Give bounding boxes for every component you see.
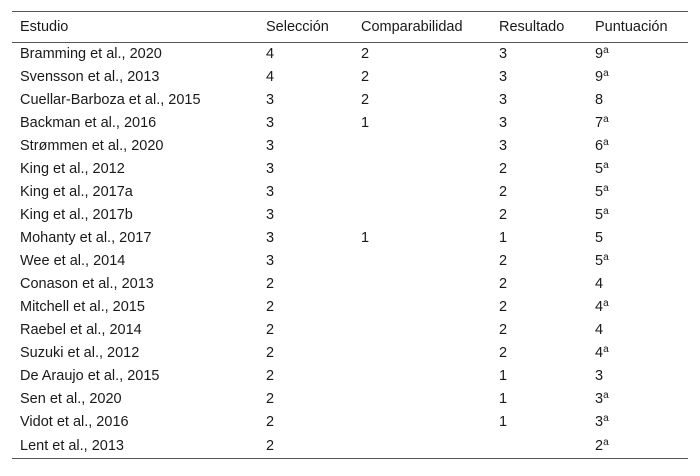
cell-outcome [491,434,587,459]
cell-outcome-value: 1 [499,368,508,384]
cell-selection-value: 2 [266,391,275,407]
cell-comparability [353,227,491,250]
cell-outcome [491,135,587,158]
cell-comparability [353,273,491,296]
cell-score-value: 3 [595,391,604,407]
cell-comparability [353,250,491,273]
cell-score [587,365,688,388]
cell-score [587,112,688,135]
cell-outcome [491,342,587,365]
cell-selection-value: 2 [266,368,275,384]
cell-outcome-value: 2 [499,253,508,269]
table-row [12,365,688,388]
cell-score-value: 4 [595,322,604,338]
cell-score [587,319,688,342]
cell-selection-value: 3 [266,230,275,246]
cell-selection-value: 2 [266,437,275,454]
cell-selection-value: 4 [266,69,275,85]
cell-outcome-value: 2 [499,276,508,292]
cell-selection [258,365,353,388]
cell-study-value: Strømmen et al., 2020 [20,138,164,154]
table-row [12,43,688,66]
cell-comparability [353,158,491,181]
cell-outcome [491,181,587,204]
header-study: Estudio [12,12,258,43]
cell-comparability [353,112,491,135]
cell-selection-value: 3 [266,184,275,200]
table-row [12,204,688,227]
cell-study [12,181,258,204]
cell-score-value: 6 [595,138,604,154]
cell-study-value: Conason et al., 2013 [20,276,154,292]
cell-study [12,388,258,411]
score-footnote-marker: a [603,183,609,194]
cell-outcome [491,204,587,227]
cell-score-value: 9 [595,69,604,85]
score-footnote-marker: a [603,390,609,401]
cell-outcome [491,273,587,296]
cell-comparability [353,204,491,227]
cell-outcome-value: 3 [499,46,508,63]
cell-outcome-value: 1 [499,414,508,430]
cell-selection [258,89,353,112]
table-row [12,342,688,365]
cell-outcome [491,89,587,112]
cell-score [587,135,688,158]
cell-outcome-value: 3 [499,138,508,154]
cell-comparability [353,89,491,112]
cell-outcome-value: 1 [499,391,508,407]
cell-selection-value: 3 [266,115,275,131]
cell-comparability [353,411,491,434]
cell-outcome [491,365,587,388]
cell-selection [258,204,353,227]
cell-comparability-value: 1 [361,115,370,131]
cell-score [587,250,688,273]
cell-score-value: 2 [595,437,604,454]
cell-comparability [353,388,491,411]
table-row [12,388,688,411]
cell-outcome-value: 2 [499,299,508,315]
cell-comparability-value: 2 [361,69,370,85]
table-body [12,43,688,459]
score-footnote-marker: a [603,206,609,217]
cell-selection [258,250,353,273]
cell-outcome [491,411,587,434]
cell-study-value: King et al., 2012 [20,161,125,177]
cell-score [587,181,688,204]
score-footnote-marker: a [603,160,609,171]
cell-selection [258,158,353,181]
cell-selection [258,227,353,250]
cell-study [12,296,258,319]
cell-selection-value: 2 [266,322,275,338]
cell-outcome-value: 3 [499,92,508,108]
cell-comparability [353,43,491,66]
cell-study-value: Sen et al., 2020 [20,391,122,407]
cell-outcome [491,319,587,342]
cell-selection [258,66,353,89]
cell-selection [258,319,353,342]
cell-selection [258,273,353,296]
cell-study [12,319,258,342]
score-footnote-marker: a [603,298,609,309]
cell-comparability [353,181,491,204]
cell-selection [258,43,353,66]
cell-selection [258,112,353,135]
cell-selection-value: 3 [266,138,275,154]
cell-selection [258,411,353,434]
cell-study-value: King et al., 2017a [20,184,133,200]
table-row [12,250,688,273]
table-row [12,181,688,204]
cell-study [12,342,258,365]
cell-score [587,66,688,89]
cell-study-value: Raebel et al., 2014 [20,322,142,338]
cell-study-value: Vidot et al., 2016 [20,414,129,430]
cell-comparability [353,296,491,319]
table-row [12,227,688,250]
cell-study-value: Wee et al., 2014 [20,253,126,269]
cell-study [12,112,258,135]
table-row [12,411,688,434]
cell-study-value: Suzuki et al., 2012 [20,345,140,361]
cell-outcome-value: 2 [499,322,508,338]
cell-study [12,227,258,250]
cell-outcome-value: 2 [499,184,508,200]
table-row [12,112,688,135]
cell-selection [258,181,353,204]
cell-selection-value: 3 [266,92,275,108]
cell-outcome-value: 3 [499,115,508,131]
cell-score [587,434,688,459]
table-row [12,319,688,342]
cell-score [587,296,688,319]
cell-score [587,204,688,227]
cell-comparability [353,342,491,365]
cell-outcome-value: 2 [499,207,508,223]
cell-study-value: Lent et al., 2013 [20,437,124,454]
cell-study-value: King et al., 2017b [20,207,133,223]
header-score: Puntuación [587,12,688,43]
cell-study-value: Mohanty et al., 2017 [20,230,152,246]
cell-selection [258,434,353,459]
cell-score-value: 3 [595,414,604,430]
cell-comparability [353,319,491,342]
header-row [12,12,688,43]
cell-comparability [353,135,491,158]
cell-score [587,43,688,66]
table-row [12,158,688,181]
score-footnote-marker: a [603,137,609,148]
cell-selection-value: 3 [266,253,275,269]
cell-study [12,365,258,388]
cell-selection-value: 2 [266,299,275,315]
cell-study [12,273,258,296]
cell-study [12,158,258,181]
cell-outcome [491,296,587,319]
cell-outcome-value: 1 [499,230,508,246]
cell-comparability [353,66,491,89]
cell-outcome [491,388,587,411]
cell-comparability [353,434,491,459]
table-row [12,66,688,89]
cell-study-value: Mitchell et al., 2015 [20,299,145,315]
cell-score-value: 5 [595,253,604,269]
cell-study [12,250,258,273]
cell-outcome [491,66,587,89]
cell-selection-value: 2 [266,276,275,292]
cell-study [12,434,258,459]
score-footnote-marker: a [603,68,609,79]
cell-selection-value: 4 [266,46,275,63]
cell-selection [258,296,353,319]
score-footnote-marker: a [603,252,609,263]
cell-comparability-value: 2 [361,92,370,108]
cell-score-value: 3 [595,368,604,384]
cell-selection [258,135,353,158]
cell-study [12,43,258,66]
header-selection: Selección [258,12,353,43]
cell-selection [258,388,353,411]
score-footnote-marker: a [603,344,609,355]
cell-outcome-value: 3 [499,69,508,85]
cell-score-value: 4 [595,345,604,361]
cell-score-value: 5 [595,184,604,200]
header-outcome: Resultado [491,12,587,43]
table-row [12,89,688,112]
cell-score-value: 5 [595,230,604,246]
cell-score-value: 5 [595,207,604,223]
cell-outcome [491,250,587,273]
cell-selection-value: 2 [266,414,275,430]
cell-study-value: De Araujo et al., 2015 [20,368,160,384]
cell-outcome [491,158,587,181]
cell-outcome-value: 2 [499,345,508,361]
cell-comparability [353,365,491,388]
score-footnote-marker: a [603,45,609,57]
cell-score [587,342,688,365]
table-row [12,135,688,158]
cell-comparability-value: 1 [361,230,370,246]
cell-score [587,89,688,112]
cell-score-value: 4 [595,276,604,292]
cell-study-value: Cuellar-Barboza et al., 2015 [20,92,201,108]
cell-outcome [491,43,587,66]
cell-study-value: Svensson et al., 2013 [20,69,160,85]
cell-score-value: 4 [595,299,604,315]
cell-study [12,66,258,89]
quality-assessment-table-container [12,11,688,459]
score-footnote-marker: a [603,436,609,448]
quality-assessment-table [12,11,688,459]
cell-outcome-value: 2 [499,161,508,177]
cell-study [12,135,258,158]
score-footnote-marker: a [603,413,609,424]
cell-score [587,388,688,411]
table-row [12,296,688,319]
cell-score [587,227,688,250]
cell-score-value: 7 [595,115,604,131]
cell-selection-value: 2 [266,345,275,361]
cell-study [12,89,258,112]
cell-outcome [491,112,587,135]
cell-score-value: 8 [595,92,604,108]
cell-study [12,204,258,227]
cell-selection-value: 3 [266,207,275,223]
cell-selection [258,342,353,365]
cell-outcome [491,227,587,250]
cell-study-value: Backman et al., 2016 [20,115,157,131]
cell-study-value: Bramming et al., 2020 [20,46,162,63]
table-row [12,434,688,459]
cell-selection-value: 3 [266,161,275,177]
cell-score [587,158,688,181]
table-row [12,273,688,296]
score-footnote-marker: a [603,114,609,125]
cell-comparability-value: 2 [361,46,370,63]
table-header [12,12,688,43]
cell-score [587,411,688,434]
cell-score [587,273,688,296]
cell-study [12,411,258,434]
cell-score-value: 9 [595,46,604,63]
header-comparability: Comparabilidad [353,12,491,43]
cell-score-value: 5 [595,161,604,177]
